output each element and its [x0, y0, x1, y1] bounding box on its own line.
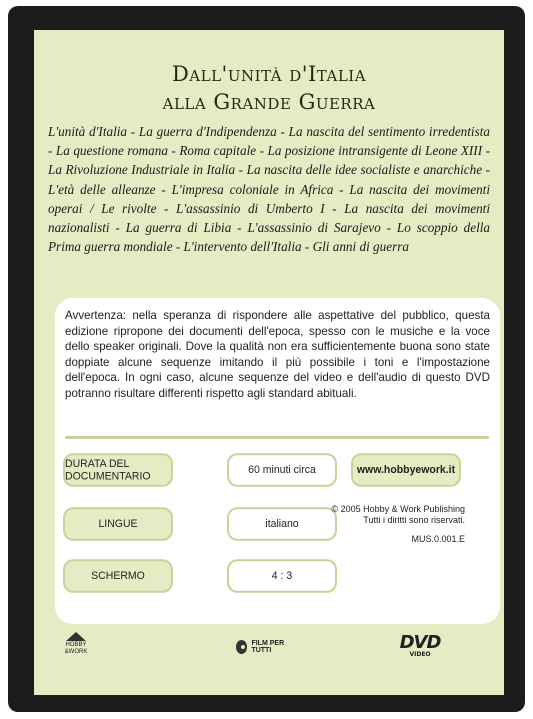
hobby-logo-line-2: &WORK — [64, 649, 88, 655]
spec-value-duration: 60 minuti circa — [227, 453, 337, 487]
dvd-video-logo — [394, 634, 446, 658]
spec-value-languages: italiano — [227, 507, 337, 541]
topics-list: L'unità d'Italia - La guerra d'Indipendenza - La nascita del sentimento irredentista - La questione romana - Roma capitale - La posizione intransigente di Leone XIII - La Rivoluzione Industriale in Italia - La nascita delle idee socialiste e anarchiche - L'età delle alleanze - L'impresa coloniale in Africa - La nascita dei movimenti operai / Le rivolte - L'assassinio di Umberto I - La nascita dei movimenti nazionalisti - La guerra di Libia - L'assassinio di Sarajevo - Lo scoppio della Prima guerra mondiale - L'intervento dell'Italia - Gli anni di guerra — [48, 124, 490, 255]
spec-label-duration: DURATA DEL DOCUMENTARIO — [63, 453, 173, 487]
warning-text: Avvertenza: nella speranza di rispondere alle aspettative del pubblico, questa edizione ripropone dei documenti dell'epoca, spesso con le musiche e la voce dello speaker originali. Dove la qualità non era sufficientemente buona sono state doppiate alcune sequenze imitando il più possibile i toni e l'impostazione dell'epoca. In ogni caso, alcune sequenze del video e dell'audio di questo DVD potranno risultare differenti rispetto agli standard abituali. — [65, 309, 490, 400]
dvd-logo-text: DVD — [399, 632, 441, 653]
house-icon — [66, 632, 86, 641]
title-line-2: alla Grande Guerra — [162, 90, 376, 114]
product-code: MUS.0.001.E — [411, 534, 465, 544]
film-logo-text: FILM PER TUTTI — [251, 640, 285, 654]
website-badge: www.hobbyework.it — [351, 453, 461, 487]
spec-label-screen: SCHERMO — [63, 559, 173, 593]
info-panel — [55, 298, 500, 624]
hobby-work-logo — [59, 632, 93, 658]
divider — [65, 436, 489, 439]
hobby-logo-line-1: HOBBY — [65, 642, 87, 648]
copyright-line-2: Tutti i diritti sono riservati. — [363, 515, 465, 525]
title-line-1: Dall'unità d'Italia — [171, 62, 367, 86]
spec-label-languages: LINGUE — [63, 507, 173, 541]
spec-value-screen: 4 : 3 — [227, 559, 337, 593]
dvd-logo-subtext: VIDEO — [409, 651, 431, 658]
copyright-line-1: © 2005 Hobby & Work Publishing — [331, 504, 465, 514]
copyright-notice — [325, 504, 465, 526]
film-reel-icon — [236, 640, 247, 654]
film-per-tutti-logo — [236, 636, 296, 658]
